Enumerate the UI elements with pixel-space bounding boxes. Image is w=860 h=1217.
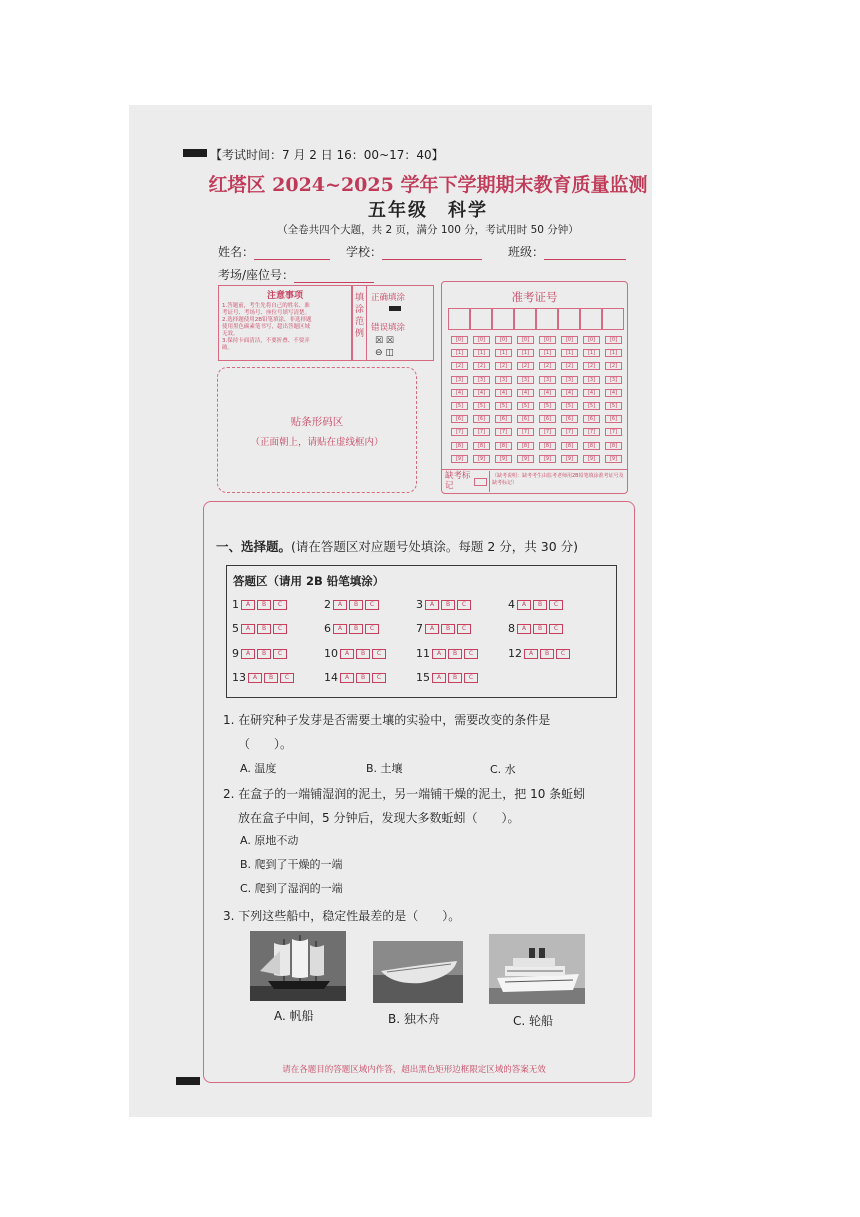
answer-bubble-c[interactable]: C — [273, 600, 287, 610]
ticket-digit-bubble[interactable]: [4] — [517, 389, 534, 397]
ticket-digit-bubble[interactable]: [1] — [451, 349, 468, 357]
answer-item-9[interactable] — [232, 647, 287, 660]
notice-lines — [219, 301, 351, 354]
school-field[interactable] — [346, 243, 482, 260]
alignment-marker-top — [183, 149, 207, 157]
ticket-digit-bubble[interactable]: [1] — [561, 349, 578, 357]
ticket-digit-bubble[interactable]: [3] — [539, 376, 556, 384]
ticket-digit-bubble[interactable]: [7] — [495, 428, 512, 436]
ticket-digit-bubble[interactable]: [8] — [583, 442, 600, 450]
ticket-digit-bubble[interactable]: [4] — [451, 389, 468, 397]
answer-bubble-a[interactable]: A — [517, 600, 531, 610]
ticket-digit-bubble[interactable]: [8] — [473, 442, 490, 450]
ticket-digit-bubble[interactable]: [6] — [517, 415, 534, 423]
ticket-digit-bubble[interactable]: [7] — [473, 428, 490, 436]
answer-item-14[interactable] — [324, 671, 386, 684]
sailboat-image — [250, 931, 346, 1001]
ticket-digit-bubble[interactable]: [9] — [451, 455, 468, 463]
ticket-digit-bubble[interactable]: [3] — [473, 376, 490, 384]
answer-number: 10 — [324, 647, 338, 660]
answer-item-1[interactable] — [232, 598, 287, 611]
answer-bubble-b[interactable]: B — [356, 649, 370, 659]
ticket-digit-bubble[interactable]: [6] — [605, 415, 622, 423]
answer-bubble-a[interactable]: A — [340, 649, 354, 659]
answer-bubble-a[interactable]: A — [432, 649, 446, 659]
answer-bubble-b[interactable]: B — [448, 673, 462, 683]
question-1-option-c: C. 水 — [490, 763, 516, 776]
answer-bubble-a[interactable]: A — [517, 624, 531, 634]
answer-number: 12 — [508, 647, 522, 660]
answer-item-12[interactable] — [508, 647, 570, 660]
ticket-digit-bubble[interactable]: [3] — [561, 376, 578, 384]
answer-bubble-c[interactable]: C — [464, 649, 478, 659]
answer-bubble-a[interactable]: A — [241, 649, 255, 659]
option-c-caption: C. 轮船 — [513, 1014, 554, 1028]
ticket-digit-bubble[interactable]: [6] — [451, 415, 468, 423]
ticket-digit-bubble[interactable]: [9] — [495, 455, 512, 463]
answer-number: 4 — [508, 598, 515, 611]
answer-bubble-b[interactable]: B — [264, 673, 278, 683]
answer-bubble-b[interactable]: B — [257, 624, 271, 634]
answer-bubble-b[interactable]: B — [540, 649, 554, 659]
question-1-text: 1. 在研究种子发芽是否需要土壤的实验中，需要改变的条件是 — [223, 713, 551, 727]
ticket-digit-bubble[interactable]: [2] — [583, 362, 600, 370]
answer-bubble-b[interactable]: B — [349, 624, 363, 634]
ticket-digit-bubble[interactable]: [9] — [605, 455, 622, 463]
ticket-digit-bubble[interactable]: [4] — [495, 389, 512, 397]
answer-bubble-a[interactable]: A — [333, 624, 347, 634]
answer-number: 11 — [416, 647, 430, 660]
footer-note: 请在各题目的答题区域内作答，超出黑色矩形边框限定区域的答案无效 — [282, 1065, 546, 1075]
question-2-option-c: C. 爬到了湿润的一端 — [240, 882, 343, 895]
ticket-digit-bubble[interactable]: [8] — [605, 442, 622, 450]
notice-line: 2.选择题使用2B铅笔填涂，非选择题 — [222, 317, 312, 323]
ticket-digit-bubble[interactable]: [2] — [451, 362, 468, 370]
ticket-digit-bubble[interactable]: [5] — [583, 402, 600, 410]
answer-bubble-a[interactable]: A — [425, 600, 439, 610]
ticket-write-cell[interactable] — [492, 308, 514, 330]
answer-bubble-a[interactable]: A — [241, 624, 255, 634]
ticket-digit-bubble[interactable]: [4] — [583, 389, 600, 397]
answer-item-7[interactable] — [416, 622, 471, 635]
ticket-digit-bubble[interactable]: [9] — [517, 455, 534, 463]
answer-number: 7 — [416, 622, 423, 635]
ticket-title: 准考证号 — [511, 290, 558, 304]
canoe-image — [373, 941, 463, 1003]
correct-fill-label: 正确填涂 — [371, 293, 406, 303]
seat-field[interactable] — [218, 266, 374, 283]
ticket-digit-bubble[interactable]: [7] — [517, 428, 534, 436]
ticket-digit-bubble[interactable]: [0] — [583, 336, 600, 344]
answer-bubble-b[interactable]: B — [533, 600, 547, 610]
answer-bubble-a[interactable]: A — [241, 600, 255, 610]
answer-number: 5 — [232, 622, 239, 635]
section-1-heading — [216, 537, 578, 555]
answer-number: 9 — [232, 647, 239, 660]
ticket-write-cell[interactable] — [580, 308, 602, 330]
ticket-digit-bubble[interactable]: [6] — [539, 415, 556, 423]
answer-bubble-a[interactable]: A — [524, 649, 538, 659]
answer-bubble-b[interactable]: B — [349, 600, 363, 610]
answer-bubble-b[interactable]: B — [448, 649, 462, 659]
answer-item-2[interactable] — [324, 598, 379, 611]
answer-bubble-c[interactable]: C — [365, 600, 379, 610]
ticket-digit-bubble[interactable]: [6] — [583, 415, 600, 423]
answer-bubble-c[interactable]: C — [556, 649, 570, 659]
class-field[interactable] — [508, 243, 626, 260]
option-a-caption: A. 帆船 — [274, 1009, 314, 1023]
ticket-digit-bubble[interactable]: [8] — [539, 442, 556, 450]
ticket-digit-bubble[interactable]: [8] — [495, 442, 512, 450]
notice-line: 破。 — [222, 345, 234, 351]
ticket-digit-bubble[interactable]: [6] — [495, 415, 512, 423]
answer-item-5[interactable] — [232, 622, 287, 635]
answer-bubble-c[interactable]: C — [457, 600, 471, 610]
ticket-number-box — [441, 281, 628, 494]
barcode-title: 贴条形码区 — [290, 416, 344, 428]
answer-bubble-b[interactable]: B — [356, 673, 370, 683]
ticket-digit-bubble[interactable]: [8] — [517, 442, 534, 450]
answer-area-title: 答题区（请用 2B 铅笔填涂） — [233, 574, 385, 588]
seat-label: 考场/座位号： — [218, 268, 295, 282]
ticket-digit-bubble[interactable]: [7] — [583, 428, 600, 436]
ticket-digit-bubble[interactable]: [3] — [451, 376, 468, 384]
ticket-write-cell[interactable] — [514, 308, 536, 330]
answer-item-8[interactable] — [508, 622, 563, 635]
answer-item-15[interactable] — [416, 671, 478, 684]
absent-checkbox[interactable] — [474, 478, 487, 486]
ticket-digit-bubble[interactable]: [4] — [561, 389, 578, 397]
answer-item-13[interactable] — [232, 671, 294, 684]
ticket-digit-bubble[interactable]: [9] — [561, 455, 578, 463]
answer-bubble-a[interactable]: A — [425, 624, 439, 634]
answer-bubble-a[interactable]: A — [340, 673, 354, 683]
ticket-digit-bubble[interactable]: [3] — [517, 376, 534, 384]
ticket-digit-bubble[interactable]: [4] — [605, 389, 622, 397]
notice-line: 1.答题前，考生先将自己的姓名、准 — [222, 303, 310, 309]
answer-bubble-c[interactable]: C — [365, 624, 379, 634]
section-1-title: 一、选择题。 — [216, 539, 292, 554]
ticket-digit-bubble[interactable]: [5] — [605, 402, 622, 410]
answer-number: 2 — [324, 598, 331, 611]
ticket-digit-bubble[interactable]: [1] — [517, 349, 534, 357]
ticket-write-cell[interactable] — [470, 308, 492, 330]
ticket-write-cell[interactable] — [536, 308, 558, 330]
ticket-digit-bubble[interactable]: [1] — [605, 349, 622, 357]
ticket-digit-bubble[interactable]: [0] — [561, 336, 578, 344]
notice-line: 使用黑色碳素笔书写，超出答题区域 — [222, 324, 311, 330]
ticket-digit-bubble[interactable]: [2] — [561, 362, 578, 370]
answer-bubble-c[interactable]: C — [372, 673, 386, 683]
ticket-digit-bubble[interactable]: [5] — [473, 402, 490, 410]
answer-bubble-c[interactable]: C — [273, 624, 287, 634]
barcode-area — [217, 367, 417, 493]
ticket-digit-bubble[interactable]: [9] — [583, 455, 600, 463]
answer-item-6[interactable] — [324, 622, 379, 635]
ticket-digit-bubble[interactable]: [2] — [605, 362, 622, 370]
ticket-write-cell[interactable] — [602, 308, 624, 330]
ticket-write-cell[interactable] — [448, 308, 470, 330]
ticket-digit-bubble[interactable]: [9] — [473, 455, 490, 463]
answer-bubble-b[interactable]: B — [533, 624, 547, 634]
alignment-marker-bottom — [176, 1077, 200, 1085]
ticket-digit-bubble[interactable]: [2] — [517, 362, 534, 370]
ticket-digit-bubble[interactable]: [0] — [451, 336, 468, 344]
answer-bubble-c[interactable]: C — [273, 649, 287, 659]
answer-bubble-c[interactable]: C — [549, 600, 563, 610]
ticket-digit-bubble[interactable]: [3] — [495, 376, 512, 384]
ticket-digit-bubble[interactable]: [6] — [561, 415, 578, 423]
name-field[interactable] — [218, 243, 330, 260]
wrong-fill-label: 错误填涂 — [371, 323, 406, 333]
ticket-digit-bubble[interactable]: [2] — [539, 362, 556, 370]
answer-number: 8 — [508, 622, 515, 635]
notice-title: 注意事项 — [266, 291, 303, 301]
ticket-digit-bubble[interactable]: [4] — [539, 389, 556, 397]
ticket-digit-bubble[interactable]: [7] — [451, 428, 468, 436]
ticket-digit-bubble[interactable]: [1] — [473, 349, 490, 357]
grade-subject: 五年级 科学 — [368, 200, 488, 221]
barcode-hint: （正面朝上，请贴在虚线框内） — [250, 437, 384, 448]
answer-number: 1 — [232, 598, 239, 611]
question-2-option-b: B. 爬到了干燥的一端 — [240, 858, 343, 871]
school-label: 学校： — [346, 245, 383, 259]
notice-box — [218, 285, 352, 361]
section-1-instruction: (请在答题区对应题号处填涂。每题 2 分，共 30 分) — [291, 539, 579, 554]
question-2-option-a: A. 原地不动 — [240, 834, 299, 847]
wrong-fill-marks: ☒ ☒ ⊖ ◫ — [375, 336, 394, 358]
correct-fill-mark — [389, 306, 401, 311]
ticket-write-cell[interactable] — [558, 308, 580, 330]
question-3-text: 3. 下列这些船中，稳定性最差的是（ ）。 — [223, 909, 461, 923]
option-b-caption: B. 独木舟 — [388, 1012, 440, 1026]
ticket-digit-bubble[interactable]: [0] — [495, 336, 512, 344]
question-1-option-a: A. 温度 — [240, 762, 277, 775]
ticket-digit-bubble[interactable]: [9] — [539, 455, 556, 463]
ticket-digit-bubble[interactable]: [5] — [561, 402, 578, 410]
answer-bubble-a[interactable]: A — [432, 673, 446, 683]
answer-number: 15 — [416, 671, 430, 684]
answer-item-11[interactable] — [416, 647, 478, 660]
ticket-digit-bubble[interactable]: [1] — [583, 349, 600, 357]
answer-bubble-c[interactable]: C — [457, 624, 471, 634]
ticket-digit-bubble[interactable]: [0] — [539, 336, 556, 344]
class-label: 班级： — [508, 245, 545, 259]
answer-bubble-b[interactable]: B — [441, 600, 455, 610]
answer-bubble-b[interactable]: B — [257, 649, 271, 659]
answer-item-10[interactable] — [324, 647, 386, 660]
ticket-digit-bubble[interactable]: [3] — [583, 376, 600, 384]
ticket-digit-bubble[interactable]: [3] — [605, 376, 622, 384]
ship-image — [489, 934, 585, 1004]
ticket-digit-bubble[interactable]: [0] — [473, 336, 490, 344]
question-2-text: 2. 在盒子的一端铺湿润的泥土，另一端铺干燥的泥土，把 10 条蚯蚓 — [223, 787, 586, 801]
answer-bubble-c[interactable]: C — [372, 649, 386, 659]
ticket-digit-bubble[interactable]: [2] — [495, 362, 512, 370]
ticket-digit-bubble[interactable]: [0] — [517, 336, 534, 344]
ticket-digit-bubble[interactable]: [2] — [473, 362, 490, 370]
answer-bubble-b[interactable]: B — [441, 624, 455, 634]
answer-bubble-b[interactable]: B — [257, 600, 271, 610]
ticket-digit-bubble[interactable]: [7] — [605, 428, 622, 436]
ticket-digit-bubble[interactable]: [5] — [539, 402, 556, 410]
fill-example-box — [352, 285, 434, 361]
page-title: 红塔区 2024~2025 学年下学期期末教育质量监测 — [208, 174, 648, 196]
name-label: 姓名： — [218, 245, 255, 259]
question-1-blank: （ ）。 — [238, 737, 293, 751]
answer-number: 14 — [324, 671, 338, 684]
answer-bubble-a[interactable]: A — [248, 673, 262, 683]
ticket-digit-bubble[interactable]: [7] — [539, 428, 556, 436]
ticket-digit-bubble[interactable]: [8] — [561, 442, 578, 450]
exam-note: （全卷共四个大题，共 2 页，满分 100 分，考试用时 50 分钟） — [277, 224, 579, 236]
answer-item-4[interactable] — [508, 598, 563, 611]
ticket-digit-bubble[interactable]: [0] — [605, 336, 622, 344]
question-2-text-cont: 放在盒子中间，5 分钟后，发现大多数蚯蚓（ ）。 — [238, 811, 520, 825]
answer-number: 6 — [324, 622, 331, 635]
ticket-digit-bubble[interactable]: [1] — [539, 349, 556, 357]
fill-example-label: 填涂范例 — [355, 293, 365, 339]
answer-number: 13 — [232, 671, 246, 684]
answer-bubble-c[interactable]: C — [549, 624, 563, 634]
answer-bubble-a[interactable]: A — [333, 600, 347, 610]
ticket-digit-bubble[interactable]: [5] — [517, 402, 534, 410]
answer-bubble-c[interactable]: C — [280, 673, 294, 683]
exam-time: 【考试时间：7 月 2 日 16：00~17：40】 — [210, 148, 444, 162]
ticket-digit-bubble[interactable]: [4] — [473, 389, 490, 397]
ticket-digit-bubble[interactable]: [5] — [451, 402, 468, 410]
notice-line: 3.保持卡面清洁，不要折叠、不要弄 — [222, 338, 310, 344]
notice-line: 考证号、考场号、座位号填写清楚。 — [222, 310, 311, 316]
ticket-digit-bubble[interactable]: [5] — [495, 402, 512, 410]
ticket-digit-bubble[interactable]: [1] — [495, 349, 512, 357]
ticket-digit-bubble[interactable]: [8] — [451, 442, 468, 450]
ticket-digit-bubble[interactable]: [7] — [561, 428, 578, 436]
answer-number: 3 — [416, 598, 423, 611]
absent-note: （缺考说明：缺考考生由监考老师用2B铅笔填涂准考证号及缺考标记） — [492, 473, 624, 486]
notice-line: 无效。 — [222, 331, 239, 337]
absent-label: 缺考标记 — [445, 471, 471, 491]
question-1-option-b: B. 土壤 — [366, 762, 403, 775]
answer-bubble-c[interactable]: C — [464, 673, 478, 683]
ticket-digit-bubble[interactable]: [6] — [473, 415, 490, 423]
answer-item-3[interactable] — [416, 598, 471, 611]
